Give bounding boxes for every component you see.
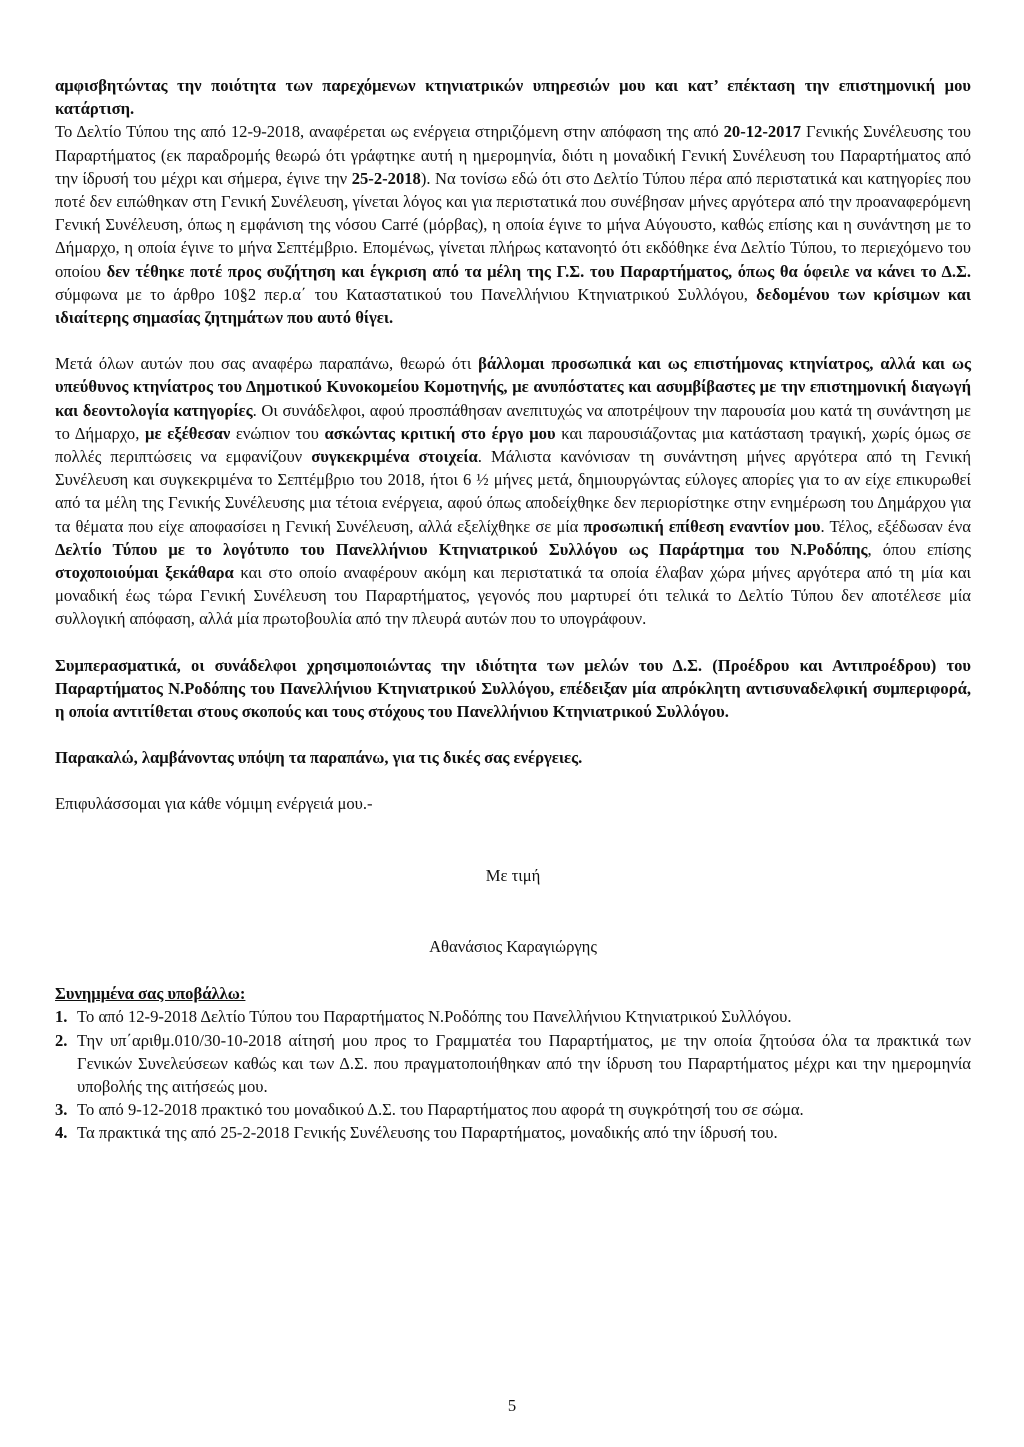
paragraph-continuation	[55, 74, 971, 120]
paragraph-request	[55, 746, 971, 769]
bold-text-run: 20-12-2017	[723, 122, 802, 142]
attachments-list	[55, 1005, 971, 1144]
paragraph-conclusion	[55, 654, 971, 724]
text-run: Μετά όλων αυτών που σας αναφέρω παραπάνω, θεωρώ ότι	[55, 354, 479, 374]
text-run: , όπου επίσης	[867, 539, 971, 559]
text-run: . Τέλος, εξέδωσαν ένα	[820, 516, 972, 536]
paragraph-press-release	[55, 120, 971, 329]
bold-text-run: Συμπερασματικά, οι συνάδελφοι χρησιμοποιώντας την ιδιότητα των μελών του Δ.Σ. (Προέδρου και Αντιπροέδρου) του Παραρτήματος Ν.Ροδόπης του Πανελλήνιου Κτηνιατρικού Συλλόγου, επέδειξαν μία απρόκλητη αντισυναδελφική συμπεριφορά, η οποία αντιτίθεται στους σκοπούς και τους στόχους του Πανελλήνιου Κτηνιατρικού Συλλόγου.	[55, 655, 971, 722]
text-run: Γενικής Συνέλευσης του Παραρτήματος (εκ παραδρομής θεωρώ ότι γράφτηκε αυτή η ημερομηνία, διότι η μοναδική Γενική Συνέλευση του Παραρτήματος από την ίδρυσή του μέχρι και σήμερα, έγινε την	[55, 122, 971, 188]
paragraph-reservation	[55, 792, 971, 815]
attachment-text: Τα πρακτικά της από 25-2-2018 Γενικής Συνέλευσης του Παραρτήματος, μοναδικής από την ίδρυσή του.	[77, 1123, 778, 1143]
attachment-item	[55, 1098, 971, 1121]
bold-text-run: αμφισβητώντας την ποιότητα των παρεχόμενων κτηνιατρικών υπηρεσιών μου και κατ’ επέκταση την επιστημονική μου κατάρτιση.	[55, 76, 971, 119]
text-run: και παρουσιάζοντας μια κατάσταση τραγική, χωρίς όμως σε πολλές περιπτώσεις να εμφανίζουν	[55, 423, 971, 467]
attachment-text: Το από 12-9-2018 Δελτίο Τύπου του Παραρτήματος Ν.Ροδόπης του Πανελλήνιου Κτηνιατρικού Συλλόγου.	[77, 1007, 792, 1027]
text-run: Το Δελτίο Τύπου της από 12-9-2018, αναφέρεται ως ενέργεια στηριζόμενη στην απόφαση της από	[55, 122, 724, 142]
attachment-item	[55, 1005, 971, 1028]
bold-text-run: ασκώντας κριτική στο έργο μου	[324, 423, 556, 443]
bold-text-run: δεν τέθηκε ποτέ προς συζήτηση και έγκριση από τα μέλη της Γ.Σ. του Παραρτήματος, όπως θα όφειλε να κάνει το Δ.Σ.	[106, 261, 971, 281]
page-number: 5	[507, 1396, 517, 1415]
bold-text-run: προσωπική επίθεση εναντίον μου	[583, 516, 821, 536]
document-page	[55, 74, 971, 1145]
bold-text-run: με εξέθεσαν	[145, 423, 231, 443]
text-run: ενώπιον του	[230, 423, 325, 443]
bold-text-run: συγκεκριμένα στοιχεία	[311, 447, 478, 467]
text-run: Επιφυλάσσομαι για κάθε νόμιμη ενέργειά μου.-	[55, 794, 373, 814]
attachment-number: 2.	[55, 1030, 68, 1050]
signature-closing: Με τιμή	[485, 865, 541, 885]
attachment-item	[55, 1029, 971, 1099]
attachment-item	[55, 1121, 971, 1144]
bold-text-run: Δελτίο Τύπου με το λογότυπο του Πανελλήνιου Κτηνιατρικού Συλλόγου ως Παράρτημα του Ν.Ροδόπης	[55, 539, 868, 559]
bold-text-run: στοχοποιούμαι ξεκάθαρα	[55, 563, 234, 583]
signature-name: Αθανάσιος Καραγιώργης	[429, 936, 597, 956]
attachments-title: Συνημμένα σας υποβάλλω:	[55, 984, 246, 1004]
bold-text-run: Παρακαλώ, λαμβάνοντας υπόψη τα παραπάνω, για τις δικές σας ενέργειες.	[55, 748, 583, 768]
text-run: . Μάλιστα κανόνισαν τη συνάντηση μήνες αργότερα από τη Γενική Συνέλευση και συγκεκριμένα το Σεπτέμβριο του 2018, ήτοι 6 ½ μήνες μετά, δημιουργώντας εύλογες απορίες για το αν είχε επικυρωθεί από τα μέλη της Γενικής Συνέλευσης μια τέτοια ενέργεια, αφού όπως αποδείχθηκε δεν περιορίστηκε στην ενημέρωση του Δημάρχου για τα θέματα που είχε αποφασίσει η Γενική Συνέλευση, αλλά εξελίχθηκε σε μία	[55, 447, 971, 536]
paragraph-accusations	[55, 352, 971, 630]
bold-text-run: 25-2-2018	[351, 168, 421, 188]
text-run: ). Να τονίσω εδώ ότι στο Δελτίο Τύπου πέρα από περιστατικά και κατηγορίες που ποτέ δεν ειπώθηκαν στη Γενική Συνέλευση, γίνεται λόγος και για περιστατικά που συνέβησαν μήνες αργότερα από την προαναφερόμενη Γενική Συνέλευση, όπως η εμφάνιση της νόσου Carré (μόρβας), η οποία έγινε το μήνα Αύγουστο, καθώς επίσης και η συνάντηση με το Δήμαρχο, η οποία έγινε το μήνα Σεπτέμβριο. Επομένως, γίνεται πλήρως κατανοητό ότι εκδόθηκε ένα Δελτίο Τύπου, το περιεχόμενο του οποίου	[55, 168, 971, 281]
text-run: και στο οποίο αναφέρουν ακόμη και περιστατικά τα οποία έλαβαν χώρα μήνες αργότερα από τη μία και μοναδική έως τώρα Γενική Συνέλευση του Παραρτήματος, γεγονός που μαρτυρεί ότι τελικά το Δελτίο Τύπου δεν αποτέλεσε μία συλλογική απόφαση, αλλά μία πρωτοβουλία από την πλευρά αυτών που το υπογράφουν.	[55, 563, 971, 629]
bold-text-run: δεδομένου των κρίσιμων και ιδιαίτερης σημασίας ζητημάτων που αυτό θίγει.	[55, 284, 971, 328]
text-run: σύμφωνα με το άρθρο 10§2 περ.α΄ του Καταστατικού του Πανελλήνιου Κτηνιατρικού Συλλόγου,	[55, 284, 757, 304]
text-run: . Οι συνάδελφοι, αφού προσπάθησαν ανεπιτυχώς να αποτρέψουν την παρουσία μου κατά τη συνάντηση με το Δήμαρχο,	[55, 400, 972, 443]
attachment-number: 1.	[55, 1007, 68, 1027]
attachment-number: 4.	[55, 1123, 68, 1143]
attachment-number: 3.	[55, 1100, 68, 1120]
bold-text-run: βάλλομαι προσωπικά και ως επιστήμονας κτηνίατρος, αλλά και ως υπεύθυνος κτηνίατρος του Δημοτικού Κυνοκομείου Κομοτηνής, με ανυπόστατες και ασυμβίβαστες με την επιστημονική διαγωγή και δεοντολογία κατηγορίες	[55, 354, 971, 420]
attachment-text: Το από 9-12-2018 πρακτικό του μοναδικού Δ.Σ. του Παραρτήματος που αφορά τη συγκρότησή του σε σώμα.	[77, 1100, 804, 1120]
attachment-text: Την υπ΄αριθμ.010/30-10-2018 αίτησή μου προς το Γραμματέα του Παραρτήματος, με την οποία ζητούσα όλα τα πρακτικά των Γενικών Συνελεύσεων καθώς και των Δ.Σ. που πραγματοποιήθηκαν από την ίδρυση του Παραρτήματος μέχρι και την ημερομηνία υποβολής της αιτήσεώς μου.	[77, 1030, 971, 1096]
